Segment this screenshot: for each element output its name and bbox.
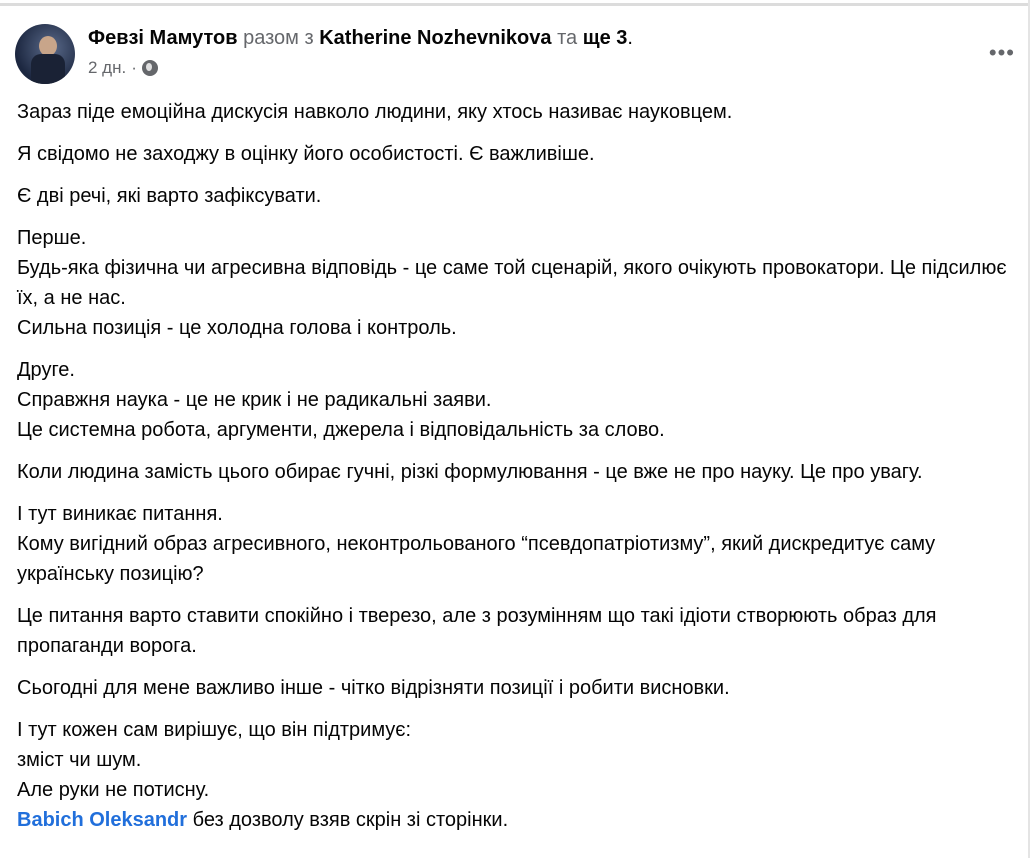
separator: · (131, 58, 137, 77)
post-paragraph (17, 223, 1007, 343)
post-paragraph (17, 181, 1007, 211)
timestamp[interactable]: 2 дн. (88, 58, 127, 77)
post-body (17, 97, 1007, 847)
post-paragraph (17, 97, 1007, 127)
more-options-button[interactable]: ••• (988, 40, 1015, 65)
with-text: разом з (243, 27, 314, 49)
post-paragraph (17, 457, 1007, 487)
and-text: та (557, 27, 578, 49)
post-line: Це системна робота, аргументи, джерела і відповідальність за слово. (17, 419, 665, 441)
post-line: Сьогодні для мене важливо інше - чітко відрізняти позиції і робити висновки. (17, 677, 730, 699)
avatar[interactable] (15, 24, 75, 84)
post-paragraph (17, 715, 1007, 835)
post-line: І тут кожен сам вирішує, що він підтримує: (17, 719, 412, 741)
author-name[interactable]: Февзі Мамутов (88, 27, 238, 49)
post-line: Справжня наука - це не крик і не радикальні заяви. (17, 389, 492, 411)
post-line: зміст чи шум. (17, 749, 142, 771)
post-line: Але руки не потисну. (17, 779, 210, 801)
post-line: Сильна позиція - це холодна голова і контроль. (17, 317, 457, 339)
post-line: Я свідомо не заходжу в оцінку його особистості. Є важливіше. (17, 143, 595, 165)
post-meta (88, 58, 158, 78)
mention-link[interactable]: Babich Oleksandr (17, 809, 188, 831)
post-line: І тут виникає питання. (17, 503, 223, 525)
post-paragraph (17, 139, 1007, 169)
post-header (88, 27, 633, 50)
others-link[interactable]: ще 3 (582, 27, 628, 49)
tagged-user[interactable]: Katherine Nozhevnikova (319, 27, 552, 49)
post-paragraph (17, 673, 1007, 703)
globe-icon (142, 60, 158, 76)
divider (0, 3, 1030, 6)
post-line: Перше. (17, 227, 87, 249)
post-paragraph (17, 601, 1007, 661)
post-paragraph (17, 355, 1007, 445)
period: . (627, 27, 633, 49)
post-line: Коли людина замість цього обирає гучні, різкі формулювання - це вже не про науку. Це про увагу. (17, 461, 923, 483)
post-line: Є дві речі, які варто зафіксувати. (17, 185, 322, 207)
post-line: без дозволу взяв скрін зі сторінки. (187, 809, 509, 831)
post-line: Це питання варто ставити спокійно і тверезо, але з розумінням що такі ідіоти створюють образ для пропаганди ворога. (17, 605, 937, 657)
post-paragraph (17, 499, 1007, 589)
post-line: Будь-яка фізична чи агресивна відповідь - це саме той сценарій, якого очікують провокатори. Це підсилює їх, а не нас. (17, 257, 1007, 309)
post-line: Друге. (17, 359, 75, 381)
post-line: Зараз піде емоційна дискусія навколо людини, яку хтось називає науковцем. (17, 101, 733, 123)
post-line: Кому вигідний образ агресивного, неконтрольованого “псевдопатріотизму”, який дискредитує саму українську позицію? (17, 533, 936, 585)
